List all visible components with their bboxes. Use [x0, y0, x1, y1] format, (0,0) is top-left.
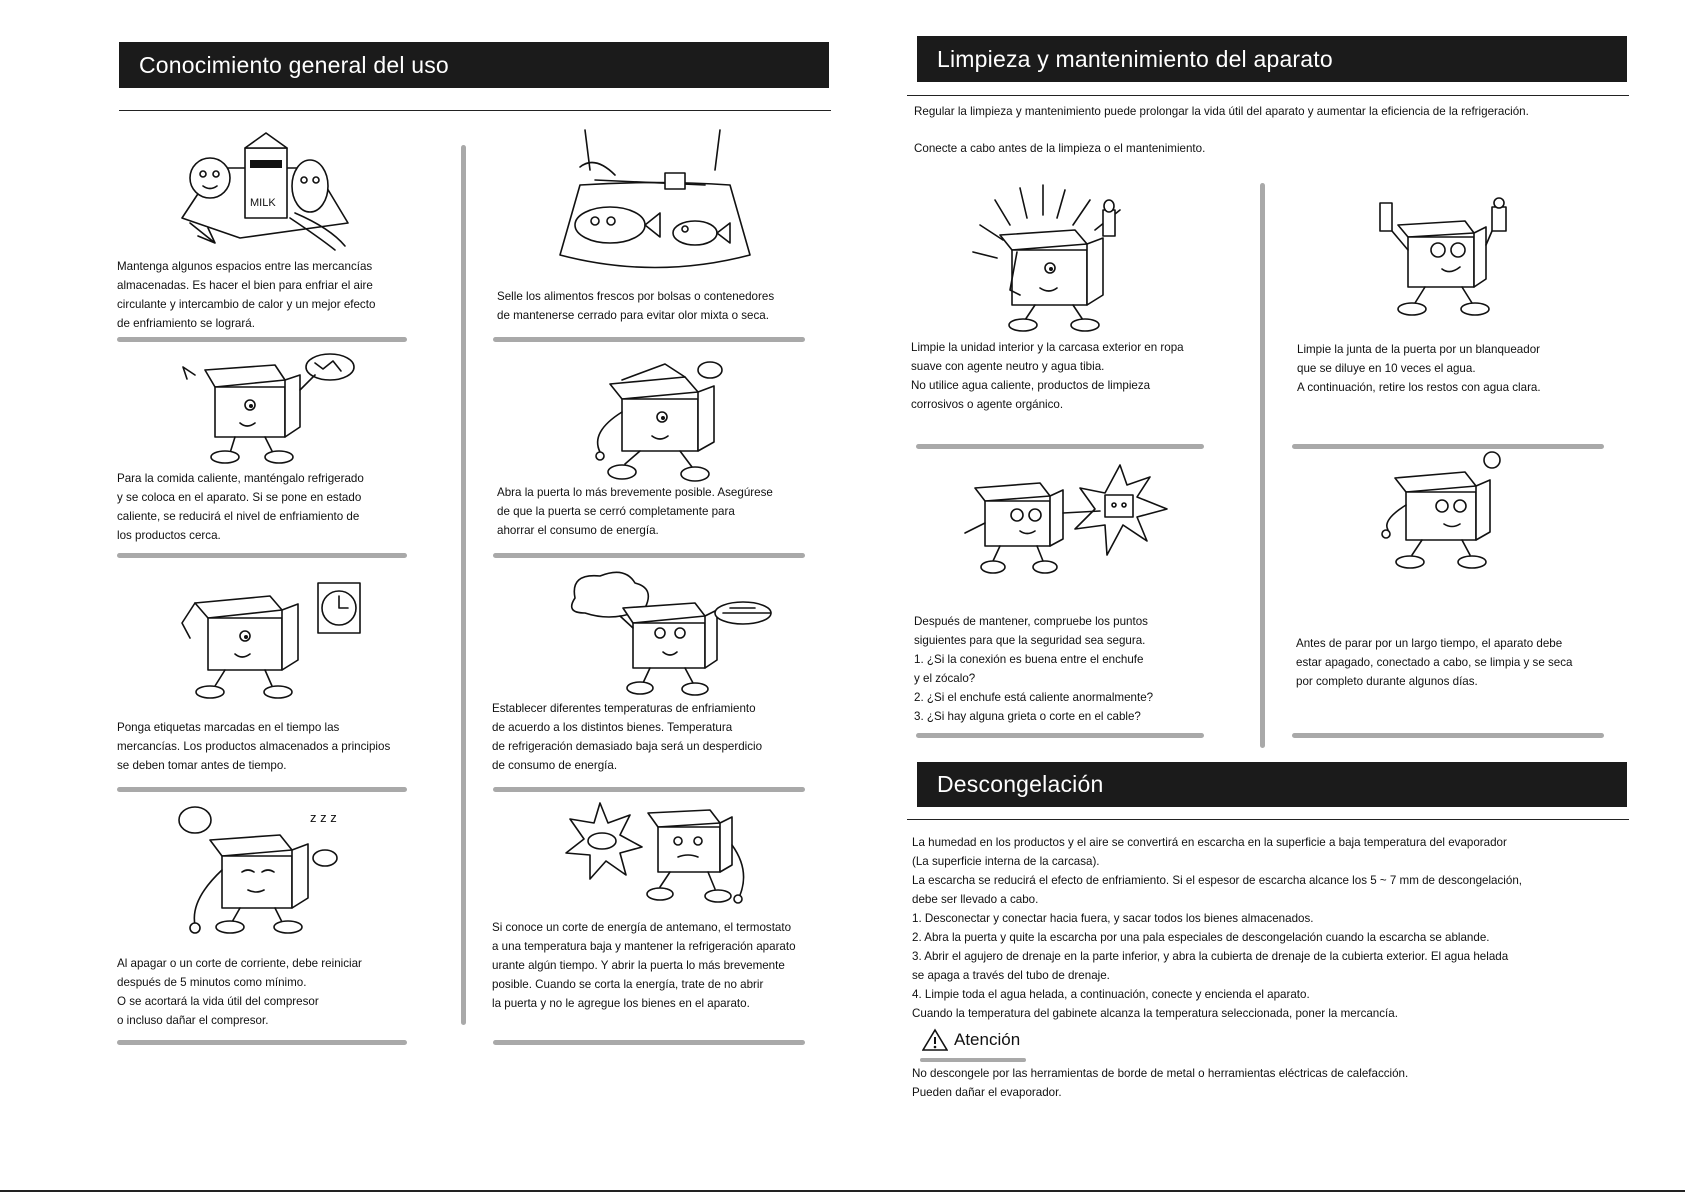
warning-icon — [922, 1028, 948, 1052]
left-c2-divider-1 — [493, 337, 805, 342]
left-c1-text-2: Para la comida caliente, manténgalo refrigerado y se coloca en el aparato. Si se pone en estado caliente, se reducirá el nivel de enfriamiento de los productos cerca. — [117, 472, 364, 542]
left-section-title — [119, 42, 829, 88]
freezer-with-fish-illustration — [555, 568, 775, 700]
right-column-divider — [1260, 183, 1265, 748]
right-intro-2: Conecte a cabo antes de la limpieza o el mantenimiento. — [914, 142, 1206, 155]
freezer-cleaning-illustration — [965, 180, 1155, 332]
attention-underline — [920, 1058, 1026, 1062]
right-section-title — [917, 36, 1627, 82]
right-c1-divider-1 — [916, 444, 1204, 449]
page-bottom-rule — [0, 1190, 1685, 1192]
right-c2-text-1: Limpie la junta de la puerta por un blanqueador que se diluye en 10 veces el agua. A continuación, retire los restos con agua clara. — [1297, 343, 1541, 394]
left-c2-divider-4 — [493, 1040, 805, 1045]
left-c1-text-3: Ponga etiquetas marcadas en el tiempo las mercancías. Los productos almacenados a principios se deben tomar antes de tiempo. — [117, 721, 391, 772]
left-c2-text-2: Abra la puerta lo más brevemente posible. Asegúrese de que la puerta se cerró completamente para ahorrar el consumo de energía. — [497, 486, 773, 537]
freezer-power-cut-illustration — [560, 795, 750, 907]
freezer-with-clock-illustration — [170, 568, 365, 700]
left-c2-text-1: Selle los alimentos frescos por bolsas o contenedores de mantenerse cerrado para evitar olor mixta o seca. — [497, 290, 775, 322]
freezer-with-hot-dish-illustration — [175, 345, 365, 465]
left-c2-divider-3 — [493, 787, 805, 792]
sleeping-freezer-illustration — [170, 800, 370, 935]
attention-label: Atención — [954, 1030, 1021, 1049]
left-c1-text-1: Mantenga algunos espacios entre las mercancías almacenadas. Es hacer el bien para enfriar el aire circulante y intercambio de calor y un mejor efecto de enfriamiento se logrará. — [117, 260, 376, 330]
right-c1-text-2: Después de mantener, compruebe los puntos siguientes para que la seguridad sea segura. 1. ¿Si la conexión es buena entre el enchufe y el zócalo? 2. ¿Si el enchufe está caliente anormalmente? 3. ¿Si hay alguna grieta o corte en el cable? — [914, 615, 1154, 723]
right-c2-divider-1 — [1292, 444, 1604, 449]
left-c2-divider-2 — [493, 553, 805, 558]
defrost-title-rule — [907, 819, 1629, 820]
right-c2-divider-2 — [1292, 733, 1604, 738]
defrost-body: La humedad en los productos y el aire se convertirá en escarcha en la superficie a baja temperatura del evaporador (La superficie interna de la carcasa). La escarcha se reducirá el efecto de enfriamiento. Si el espesor de escarcha alcance los 5 ~ 7 mm de descongelación, debe ser llevado a cabo. 1. Desconectar y conectar hacia fuera, y sacar todos los bienes almacenados. 2. Abra la puerta y quite la escarcha por una pala especiales de descongelación cuando la escarcha se ablande. 3. Abrir el agujero de drenaje en la parte inferior, y abra la cubierta de drenaje de la cubierta exterior. El agua helada se apaga a través del tubo de drenaje. 4. Limpie toda el agua helada, a continuación, conecte y encienda el aparato. Cuando la temperatura del gabinete alcanza la temperatura seleccionada, poner la mercancía. — [912, 836, 1522, 1020]
right-c2-text-2: Antes de parar por un largo tiempo, el aparato debe estar apagado, conectado a cabo, se limpia y se seca por completo durante algunos días. — [1296, 637, 1573, 688]
left-c1-divider-4 — [117, 1040, 407, 1045]
svg-text:MILK: MILK — [250, 197, 276, 209]
right-intro-1: Regular la limpieza y mantenimiento puede prolongar la vida útil del aparato y aumentar la eficiencia de la refrigeración. — [914, 105, 1529, 118]
left-c1-text-4: Al apagar o un corte de corriente, debe reiniciar después de 5 minutos como mínimo. O se acortará la vida útil del compresor o incluso dañar el compresor. — [117, 957, 362, 1027]
attention-body: No descongele por las herramientas de borde de metal o herramientas eléctricas de calefacción. Pueden dañar el evaporador. — [912, 1067, 1409, 1099]
freezer-unplugged-illustration — [1370, 450, 1520, 575]
left-c1-divider-1 — [117, 337, 407, 342]
left-c1-divider-3 — [117, 787, 407, 792]
right-title-text: Limpieza y mantenimiento del aparato — [937, 45, 1333, 72]
left-c1-divider-2 — [117, 553, 407, 558]
sealing-fish-bag-illustration — [555, 125, 755, 280]
right-c1-divider-2 — [916, 733, 1204, 738]
freezer-bleach-illustration — [1370, 195, 1520, 325]
freezer-plug-check-illustration — [955, 463, 1170, 578]
left-column-divider — [461, 145, 466, 1025]
left-title-text: Conocimiento general del uso — [139, 51, 449, 78]
milk-carton-and-food-illustration — [170, 128, 360, 253]
defrost-section-title — [917, 762, 1627, 807]
left-c2-text-3: Establecer diferentes temperaturas de enfriamiento de acuerdo a los distintos bienes. Temperatura de refrigeración demasiado baja será un desperdicio de consumo de energía. — [492, 702, 763, 772]
defrost-title-text: Descongelación — [937, 771, 1104, 797]
right-title-rule — [907, 95, 1629, 96]
left-c2-text-4: Si conoce un corte de energía de antemano, el termostato a una temperatura baja y mantener la refrigeración aparato urante algún tiempo. Y abrir la puerta lo más brevemente posible. Cuando se corta la energía, trate de no abrir la puerta y no le agregue los bienes en el aparato. — [492, 921, 796, 1010]
right-c1-text-1: Limpie la unidad interior y la carcasa exterior en ropa suave con agente neutro y agua tibia. No utilice agua caliente, productos de limpieza corrosivos o agente orgánico. — [911, 341, 1184, 411]
attention-heading — [922, 1028, 1020, 1052]
left-title-rule — [119, 110, 831, 111]
svg-text:z z z: z z z — [310, 810, 337, 825]
freezer-closing-lid-illustration — [580, 352, 740, 484]
